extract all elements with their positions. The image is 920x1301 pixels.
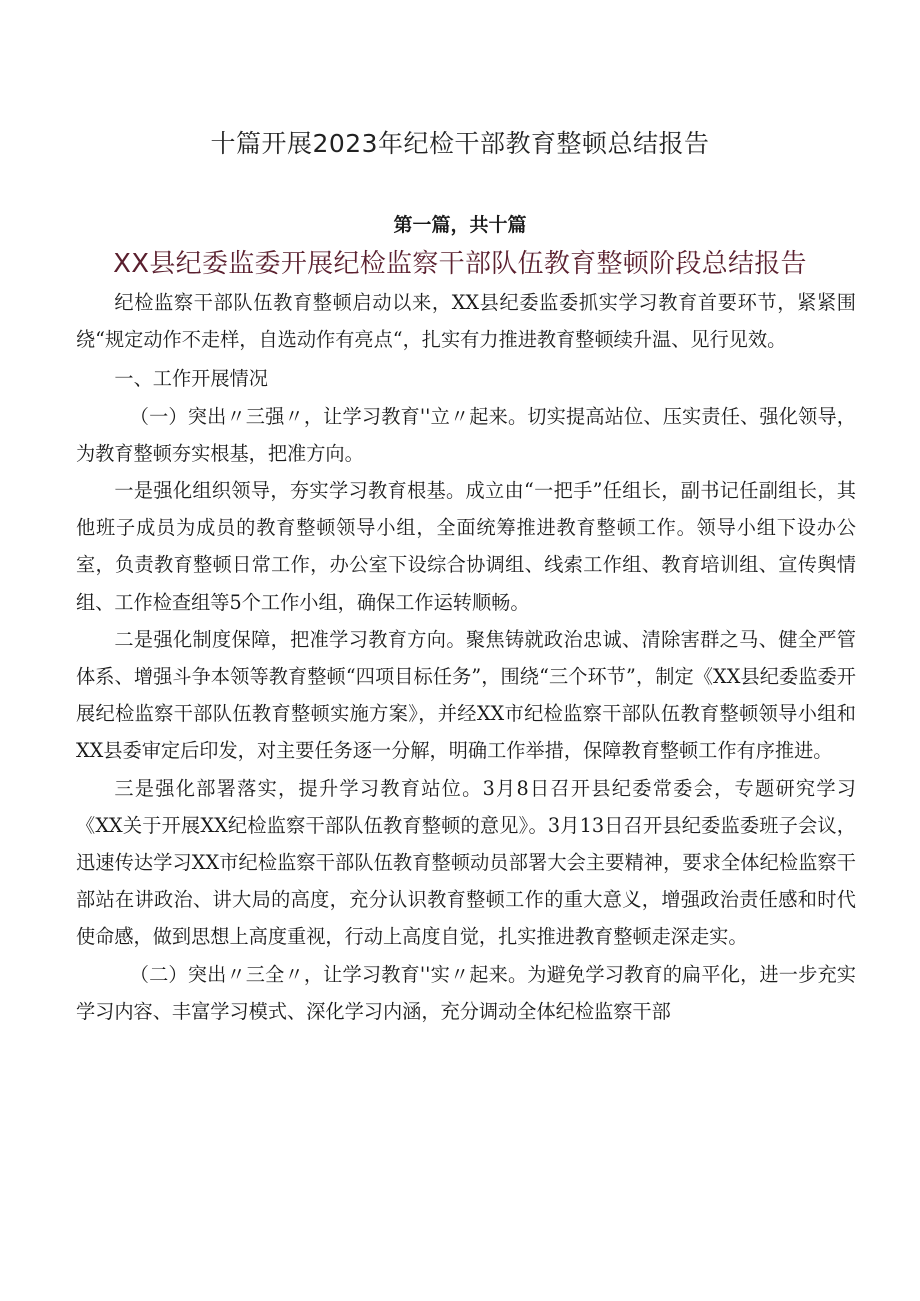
subsection-heading-1: （一）突出〃三强〃，让学习教育''立〃起来。切实提高站位、压实责任、强化领导，为教育整顿夯实根基，把准方向。 [76,404,856,465]
body-paragraph: 一是强化组织领导，夯实学习教育根基。成立由“一把手”任组长，副书记任副组长，其他班子成员为成员的教育整顿领导小组，全面统筹推进教育整顿工作。领导小组下设办公室，负责教育整顿日常工作，办公室下设综合协调组、线索工作组、教育培训组、宣传舆情组、工作检查组等5个工作小组，确保工作运转顺畅。 [76,479,856,614]
report-body [76,284,856,1030]
body-paragraph: 三是强化部署落实，提升学习教育站位。3月8日召开县纪委常委会，专题研究学习《XX关于开展XX纪检监察干部队伍教育整顿的意见》。3月13日召开县纪委监委班子会议，迅速传达学习XX市纪检监察干部队伍教育整顿动员部署大会主要精神，要求全体纪检监察干部站在讲政治、讲大局的高度，充分认识教育整顿工作的重大意义，增强政治责任感和时代使命感，做到思想上高度重视，行动上高度自觉，扎实推进教育整顿走深走实。 [76,776,856,949]
document-title: 十篇开展2023年纪检干部教育整顿总结报告 [210,129,710,158]
report-title: XX县纪委监委开展纪检监察干部队伍教育整顿阶段总结报告 [113,249,807,279]
section-heading: 一、工作开展情况 [114,367,268,391]
subsection-heading-2: （二）突出〃三全〃，让学习教育''实〃起来。为避免学习教育的扁平化，进一步充实学习内容、丰富学习模式、深化学习内涵，充分调动全体纪检监察干部 [76,962,856,1023]
body-paragraph: 二是强化制度保障，把准学习教育方向。聚焦铸就政治忠诚、清除害群之马、健全严管体系、增强斗争本领等教育整顿“四项目标任务”，围绕“三个环节”，制定《XX县纪委监委开展纪检监察干部队伍教育整顿实施方案》，并经XX市纪检监察干部队伍教育整顿领导小组和XX县委审定后印发，对主要任务逐一分解，明确工作举措，保障教育整顿工作有序推进。 [76,627,856,763]
chapter-label: 第一篇，共十篇 [393,214,527,236]
intro-paragraph: 纪检监察干部队伍教育整顿启动以来，XX县纪委监委抓实学习教育首要环节，紧紧围绕“规定动作不走样，自选动作有亮点“，扎实有力推进教育整顿续升温、见行见效。 [76,291,856,352]
